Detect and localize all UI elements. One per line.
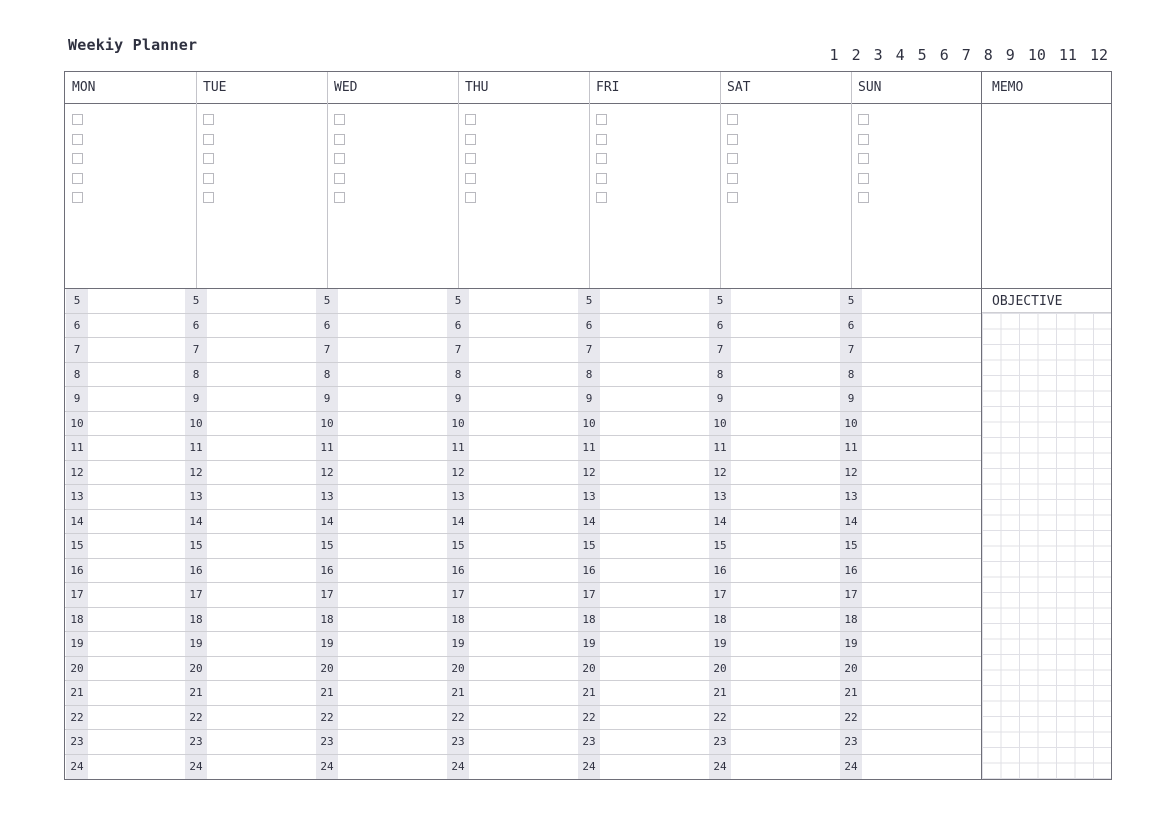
hour-label-sun: 9 xyxy=(840,387,862,411)
task-checkbox[interactable] xyxy=(203,173,214,184)
task-checkbox[interactable] xyxy=(203,114,214,125)
memo-divider xyxy=(981,72,982,779)
hour-label-wed: 19 xyxy=(316,632,338,656)
hour-label-tue: 5 xyxy=(185,289,207,313)
task-checkbox[interactable] xyxy=(334,153,345,164)
hour-label-wed: 15 xyxy=(316,534,338,558)
hour-label-wed: 20 xyxy=(316,657,338,681)
hour-label-fri: 20 xyxy=(578,657,600,681)
hour-label-thu: 22 xyxy=(447,706,469,730)
hour-row[interactable] xyxy=(65,387,981,412)
hour-label-wed: 13 xyxy=(316,485,338,509)
hour-label-sun: 16 xyxy=(840,559,862,583)
task-checkbox[interactable] xyxy=(465,114,476,125)
hour-label-thu: 20 xyxy=(447,657,469,681)
hour-label-fri: 21 xyxy=(578,681,600,705)
hour-label-fri: 8 xyxy=(578,363,600,387)
hour-label-thu: 13 xyxy=(447,485,469,509)
hour-label-sat: 10 xyxy=(709,412,731,436)
hours-area xyxy=(65,289,981,779)
task-list-wed xyxy=(334,114,345,212)
task-checkbox[interactable] xyxy=(203,153,214,164)
hour-label-thu: 18 xyxy=(447,608,469,632)
hour-label-tue: 8 xyxy=(185,363,207,387)
hour-label-mon: 24 xyxy=(66,755,88,780)
task-checkbox[interactable] xyxy=(334,114,345,125)
task-checkbox[interactable] xyxy=(727,153,738,164)
hour-label-mon: 12 xyxy=(66,461,88,485)
task-list-sun xyxy=(858,114,869,212)
hour-label-thu: 9 xyxy=(447,387,469,411)
hour-row[interactable] xyxy=(65,412,981,437)
month-2[interactable]: 2 xyxy=(851,46,861,64)
task-checkbox[interactable] xyxy=(72,134,83,145)
hour-label-sun: 24 xyxy=(840,755,862,780)
hour-label-wed: 21 xyxy=(316,681,338,705)
task-checkbox[interactable] xyxy=(596,114,607,125)
hour-row[interactable] xyxy=(65,363,981,388)
page-title: Weekiy Planner xyxy=(68,36,198,54)
hour-label-fri: 15 xyxy=(578,534,600,558)
hour-label-thu: 10 xyxy=(447,412,469,436)
task-checkbox[interactable] xyxy=(72,173,83,184)
task-checkbox[interactable] xyxy=(727,134,738,145)
memo-area[interactable] xyxy=(982,104,1111,289)
objective-grid[interactable] xyxy=(982,313,1111,779)
hour-label-fri: 17 xyxy=(578,583,600,607)
hour-row[interactable] xyxy=(65,461,981,486)
hour-label-tue: 10 xyxy=(185,412,207,436)
hour-label-tue: 13 xyxy=(185,485,207,509)
hour-label-sat: 8 xyxy=(709,363,731,387)
task-list-fri xyxy=(596,114,607,212)
hour-label-fri: 13 xyxy=(578,485,600,509)
task-list-tue xyxy=(203,114,214,212)
hour-label-fri: 7 xyxy=(578,338,600,362)
month-10[interactable]: 10 xyxy=(1027,46,1046,64)
hour-label-fri: 19 xyxy=(578,632,600,656)
hour-label-wed: 24 xyxy=(316,755,338,780)
column-divider xyxy=(720,72,721,288)
day-header-wed: WED xyxy=(334,80,358,95)
hour-label-fri: 24 xyxy=(578,755,600,780)
hour-row[interactable] xyxy=(65,583,981,608)
hour-label-sat: 23 xyxy=(709,730,731,754)
hour-label-sun: 5 xyxy=(840,289,862,313)
hour-label-mon: 22 xyxy=(66,706,88,730)
hour-label-mon: 20 xyxy=(66,657,88,681)
hour-label-sun: 12 xyxy=(840,461,862,485)
month-6[interactable]: 6 xyxy=(939,46,949,64)
task-checkbox[interactable] xyxy=(465,153,476,164)
hour-label-wed: 5 xyxy=(316,289,338,313)
hour-label-sun: 21 xyxy=(840,681,862,705)
task-checkbox[interactable] xyxy=(334,173,345,184)
hour-label-wed: 22 xyxy=(316,706,338,730)
task-checkbox[interactable] xyxy=(727,173,738,184)
hour-label-sun: 13 xyxy=(840,485,862,509)
hour-label-fri: 22 xyxy=(578,706,600,730)
memo-header: MEMO xyxy=(992,80,1024,95)
hour-label-sun: 19 xyxy=(840,632,862,656)
hour-label-sat: 5 xyxy=(709,289,731,313)
hour-label-sat: 16 xyxy=(709,559,731,583)
hour-row[interactable] xyxy=(65,706,981,731)
month-1[interactable]: 1 xyxy=(829,46,839,64)
day-header-tue: TUE xyxy=(203,80,227,95)
hour-label-tue: 7 xyxy=(185,338,207,362)
hour-label-wed: 16 xyxy=(316,559,338,583)
hour-label-sat: 21 xyxy=(709,681,731,705)
hour-label-sat: 18 xyxy=(709,608,731,632)
hour-label-fri: 14 xyxy=(578,510,600,534)
hour-label-tue: 9 xyxy=(185,387,207,411)
hour-label-sat: 7 xyxy=(709,338,731,362)
hour-row[interactable] xyxy=(65,485,981,510)
hour-row[interactable] xyxy=(65,559,981,584)
column-divider xyxy=(589,72,590,288)
hour-label-wed: 18 xyxy=(316,608,338,632)
column-divider xyxy=(458,72,459,288)
column-divider xyxy=(327,72,328,288)
hour-label-sun: 10 xyxy=(840,412,862,436)
task-checkbox[interactable] xyxy=(465,173,476,184)
task-checkbox[interactable] xyxy=(72,153,83,164)
month-5[interactable]: 5 xyxy=(917,46,927,64)
task-checkbox[interactable] xyxy=(858,153,869,164)
hour-label-mon: 13 xyxy=(66,485,88,509)
month-8[interactable]: 8 xyxy=(983,46,993,64)
hour-label-mon: 5 xyxy=(66,289,88,313)
hour-label-sun: 14 xyxy=(840,510,862,534)
task-list-thu xyxy=(465,114,476,212)
task-checkbox[interactable] xyxy=(858,173,869,184)
hour-label-tue: 16 xyxy=(185,559,207,583)
hour-label-wed: 23 xyxy=(316,730,338,754)
task-checkbox[interactable] xyxy=(334,134,345,145)
hour-label-sun: 8 xyxy=(840,363,862,387)
hour-label-thu: 11 xyxy=(447,436,469,460)
month-11[interactable]: 11 xyxy=(1058,46,1077,64)
header-row xyxy=(65,72,1111,104)
hour-label-fri: 6 xyxy=(578,314,600,338)
task-checkbox[interactable] xyxy=(596,192,607,203)
hour-row[interactable] xyxy=(65,608,981,633)
month-4[interactable]: 4 xyxy=(895,46,905,64)
hour-row[interactable] xyxy=(65,755,981,780)
hour-label-sat: 15 xyxy=(709,534,731,558)
column-divider xyxy=(851,72,852,288)
hour-label-mon: 21 xyxy=(66,681,88,705)
hour-row[interactable] xyxy=(65,314,981,339)
task-checkbox[interactable] xyxy=(596,153,607,164)
objective-label: OBJECTIVE xyxy=(982,289,1111,313)
hour-label-mon: 9 xyxy=(66,387,88,411)
hour-label-mon: 8 xyxy=(66,363,88,387)
hour-label-sun: 22 xyxy=(840,706,862,730)
tasks-area xyxy=(65,104,981,289)
task-checkbox[interactable] xyxy=(203,192,214,203)
day-header-thu: THU xyxy=(465,80,489,95)
task-checkbox[interactable] xyxy=(596,173,607,184)
hour-row[interactable] xyxy=(65,534,981,559)
hour-label-thu: 23 xyxy=(447,730,469,754)
hour-row[interactable] xyxy=(65,289,981,314)
day-header-mon: MON xyxy=(72,80,96,95)
month-selector xyxy=(830,46,1108,66)
hour-row[interactable] xyxy=(65,436,981,461)
day-header-sat: SAT xyxy=(727,80,751,95)
hour-label-mon: 16 xyxy=(66,559,88,583)
task-checkbox[interactable] xyxy=(858,192,869,203)
hour-label-mon: 23 xyxy=(66,730,88,754)
hour-label-wed: 17 xyxy=(316,583,338,607)
hour-label-tue: 23 xyxy=(185,730,207,754)
hour-label-tue: 17 xyxy=(185,583,207,607)
hour-label-wed: 10 xyxy=(316,412,338,436)
task-checkbox[interactable] xyxy=(727,192,738,203)
hour-row[interactable] xyxy=(65,338,981,363)
hour-label-wed: 8 xyxy=(316,363,338,387)
hour-row[interactable] xyxy=(65,510,981,535)
hour-label-tue: 22 xyxy=(185,706,207,730)
task-checkbox[interactable] xyxy=(727,114,738,125)
task-checkbox[interactable] xyxy=(596,134,607,145)
hour-label-thu: 24 xyxy=(447,755,469,780)
hour-label-thu: 19 xyxy=(447,632,469,656)
hour-label-wed: 6 xyxy=(316,314,338,338)
month-3[interactable]: 3 xyxy=(873,46,883,64)
task-checkbox[interactable] xyxy=(465,134,476,145)
hour-label-thu: 14 xyxy=(447,510,469,534)
task-checkbox[interactable] xyxy=(72,192,83,203)
hour-label-sun: 15 xyxy=(840,534,862,558)
hour-row[interactable] xyxy=(65,657,981,682)
hour-label-mon: 11 xyxy=(66,436,88,460)
hour-label-thu: 5 xyxy=(447,289,469,313)
hour-label-thu: 6 xyxy=(447,314,469,338)
hour-label-wed: 9 xyxy=(316,387,338,411)
hour-label-tue: 14 xyxy=(185,510,207,534)
task-list-sat xyxy=(727,114,738,212)
column-divider xyxy=(196,72,197,288)
hour-label-thu: 12 xyxy=(447,461,469,485)
hour-label-mon: 10 xyxy=(66,412,88,436)
task-checkbox[interactable] xyxy=(334,192,345,203)
hour-label-mon: 6 xyxy=(66,314,88,338)
task-checkbox[interactable] xyxy=(858,114,869,125)
hour-label-mon: 19 xyxy=(66,632,88,656)
hour-label-fri: 23 xyxy=(578,730,600,754)
task-list-mon xyxy=(72,114,83,212)
hour-label-tue: 24 xyxy=(185,755,207,780)
hour-label-tue: 12 xyxy=(185,461,207,485)
hour-row[interactable] xyxy=(65,632,981,657)
hour-label-fri: 5 xyxy=(578,289,600,313)
hour-label-wed: 12 xyxy=(316,461,338,485)
hour-label-thu: 16 xyxy=(447,559,469,583)
hour-row[interactable] xyxy=(65,730,981,755)
month-9[interactable]: 9 xyxy=(1005,46,1015,64)
hour-label-mon: 17 xyxy=(66,583,88,607)
hour-label-sat: 9 xyxy=(709,387,731,411)
month-7[interactable]: 7 xyxy=(961,46,971,64)
hour-label-fri: 9 xyxy=(578,387,600,411)
hour-label-wed: 11 xyxy=(316,436,338,460)
hour-label-mon: 15 xyxy=(66,534,88,558)
hour-label-mon: 14 xyxy=(66,510,88,534)
hour-label-thu: 17 xyxy=(447,583,469,607)
month-12[interactable]: 12 xyxy=(1089,46,1108,64)
day-header-fri: FRI xyxy=(596,80,620,95)
hour-label-sat: 19 xyxy=(709,632,731,656)
hour-label-sun: 18 xyxy=(840,608,862,632)
hour-label-fri: 16 xyxy=(578,559,600,583)
hour-label-tue: 11 xyxy=(185,436,207,460)
hour-label-wed: 14 xyxy=(316,510,338,534)
hour-label-thu: 8 xyxy=(447,363,469,387)
hour-label-wed: 7 xyxy=(316,338,338,362)
hour-label-mon: 7 xyxy=(66,338,88,362)
day-header-sun: SUN xyxy=(858,80,882,95)
hour-label-sun: 23 xyxy=(840,730,862,754)
hour-label-sat: 6 xyxy=(709,314,731,338)
hour-label-sat: 11 xyxy=(709,436,731,460)
hour-label-mon: 18 xyxy=(66,608,88,632)
hour-label-fri: 18 xyxy=(578,608,600,632)
hour-label-sun: 6 xyxy=(840,314,862,338)
hour-label-tue: 19 xyxy=(185,632,207,656)
hour-label-tue: 6 xyxy=(185,314,207,338)
hour-label-fri: 12 xyxy=(578,461,600,485)
hour-label-fri: 10 xyxy=(578,412,600,436)
task-checkbox[interactable] xyxy=(203,134,214,145)
hour-label-sun: 17 xyxy=(840,583,862,607)
hour-label-sat: 17 xyxy=(709,583,731,607)
hour-label-sat: 12 xyxy=(709,461,731,485)
planner-table xyxy=(64,71,1112,780)
hour-label-tue: 20 xyxy=(185,657,207,681)
hour-row[interactable] xyxy=(65,681,981,706)
hour-label-sat: 22 xyxy=(709,706,731,730)
hour-label-sat: 24 xyxy=(709,755,731,780)
hour-label-tue: 18 xyxy=(185,608,207,632)
hour-label-tue: 21 xyxy=(185,681,207,705)
objective-section xyxy=(982,289,1111,779)
hour-label-thu: 21 xyxy=(447,681,469,705)
task-checkbox[interactable] xyxy=(72,114,83,125)
hour-label-sun: 11 xyxy=(840,436,862,460)
hour-label-sun: 7 xyxy=(840,338,862,362)
hour-label-fri: 11 xyxy=(578,436,600,460)
hour-label-thu: 15 xyxy=(447,534,469,558)
hour-label-tue: 15 xyxy=(185,534,207,558)
hour-label-sun: 20 xyxy=(840,657,862,681)
hour-label-sat: 13 xyxy=(709,485,731,509)
task-checkbox[interactable] xyxy=(858,134,869,145)
hour-label-sat: 20 xyxy=(709,657,731,681)
hour-label-sat: 14 xyxy=(709,510,731,534)
task-checkbox[interactable] xyxy=(465,192,476,203)
hour-label-thu: 7 xyxy=(447,338,469,362)
